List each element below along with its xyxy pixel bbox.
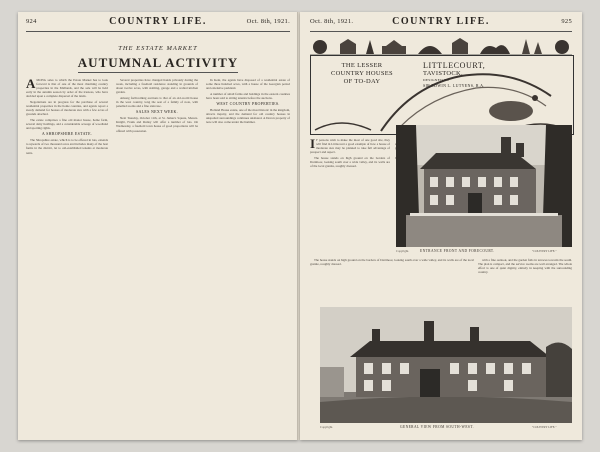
series-title-line: OF TO-DAY: [343, 78, 381, 85]
photo-copyright: Copyright.: [320, 425, 333, 429]
paragraph: Several properties have changed hands privately during the week, including a freehold residence standing in grounds of about twelve acres, with stabling, garage and a walled kitchen garden.: [116, 78, 198, 95]
photo-general-view: [320, 307, 572, 423]
designed-by: DESIGNED BY: [423, 78, 450, 82]
left-column-2: [116, 78, 198, 434]
paragraph: The estate comprises a fine old manor house, home farm, several dairy holdings, and a considerable acreage of woodland and sporting rights.: [26, 117, 108, 131]
right-page-number: 925: [561, 18, 572, 25]
dropcap: I: [310, 138, 316, 151]
house-photo-icon: [320, 307, 572, 423]
subhead: WEST COUNTRY PROPERTIES.: [216, 100, 280, 106]
paragraph: In Kent, the agents have disposed of a residential estate of some three hundred acres, with a house of the Georgian period and extensive parkland.: [206, 78, 290, 91]
photo-caption: ENTRANCE FRONT AND FORECOURT.: [420, 249, 495, 253]
left-column-1: [26, 78, 108, 434]
house-location: TAVISTOCK.: [423, 70, 463, 77]
left-column-3: [206, 78, 290, 434]
paragraph: Next Tuesday, October 11th, at St. James's Square, Messrs. Knight, Frank and Rutley will offer a number of lots. On Wednesday, a freehold town house of good proportions will be offered with possession.: [116, 116, 198, 133]
house-heading: [423, 62, 523, 88]
paragraph: A number of small farms and holdings in the eastern counties have been sold to sitting tenants before the auctions.: [206, 91, 290, 100]
paragraph: with a fine outlook, and the garden falls in terraces towards the south. The plan is compact, and the service rooms are well arranged. The whole effect is one of quiet dignity, entirely in keeping with the surrounding country.: [478, 258, 572, 275]
right-page: [300, 12, 582, 440]
house-name: LITTLECOURT,: [423, 61, 486, 70]
title-rule: [78, 72, 238, 73]
architect-name: SIR EDWIN L. LUTYENS, R.A.: [423, 83, 485, 88]
photo-entrance-front: [396, 125, 572, 247]
article-title: AUTUMNAL ACTIVITY: [77, 55, 239, 70]
right-header-rule: [310, 31, 572, 32]
left-page-number: 924: [26, 18, 37, 25]
right-header-date: Oct. 8th, 1921.: [310, 18, 354, 25]
photo-copyright: Copyright.: [396, 249, 409, 253]
photo-credit: "COUNTRY LIFE.": [532, 425, 557, 429]
photo-credit: "COUNTRY LIFE.": [532, 249, 557, 253]
left-header-date: Oct. 8th, 1921.: [246, 18, 290, 25]
left-page: [18, 12, 298, 440]
paragraph: The Shropshire estate, which is to be offered in lots, extends to upwards of two thousand acres and includes many of the best farms in the district, let to old-established tenants at moderate rents.: [26, 138, 108, 155]
series-banner: [310, 55, 574, 135]
paragraph: F persons wish to make the most of one good site, they will find in Littlecourt a good example of how a house of moderate size may be planned to take full advantage of prospect and aspect.: [310, 138, 390, 155]
paragraph: The house stands on high ground on the borders of Dartmoor, looking south over a wide valley, and its walls are of the local granite, roughly dressed.: [310, 258, 474, 267]
dropcap: A: [26, 78, 36, 91]
right-column-3: [478, 258, 572, 302]
house-photo-icon: [396, 125, 572, 247]
paragraph: The house stands on high ground on the borders of Dartmoor, looking south over a wide valley, and its walls are of the local granite, roughly dressed.: [310, 155, 390, 169]
series-title-line: THE LESSER: [341, 62, 383, 69]
paragraph: Negotiations are in progress for the purchase of several residential properties in the home counties, and agents report a steady demand for houses of moderate size with a few acres of grounds attached.: [26, 99, 108, 117]
left-masthead: COUNTRY LIFE.: [109, 16, 207, 27]
subhead: SALES NEXT WEEK.: [135, 109, 179, 115]
photo-caption: GENERAL VIEW FROM SOUTH-WEST.: [400, 425, 474, 429]
section-kicker: THE ESTATE MARKET: [118, 45, 198, 52]
paragraph: Holland House estate, one of the most historic in the kingdom, attracts inquiry, and the demand for old country houses in unspoiled surroundings continues unabated. A Devon property of note will also come under the hammer.: [206, 108, 290, 125]
series-title-line: COUNTRY HOUSES: [331, 70, 393, 77]
series-title: [321, 62, 403, 86]
left-header-rule: [26, 31, 290, 32]
right-body-lower: [310, 258, 474, 302]
paragraph: Among forthcoming auctions is that of an old-world house in the west country, long the seat of a family of note, with panelled rooms and a fine staircase.: [116, 95, 198, 109]
right-masthead: COUNTRY LIFE.: [392, 16, 490, 27]
paragraph: MONG sales to which the Estate Market has to look forward is that of one of the most charming country properties in the Midlands, and the sale will be held early in the autumn season by order of the trustees, who have decided upon a complete dispersal of the lands.: [26, 78, 108, 99]
subhead: A SHROPSHIRE ESTATE.: [41, 131, 93, 137]
